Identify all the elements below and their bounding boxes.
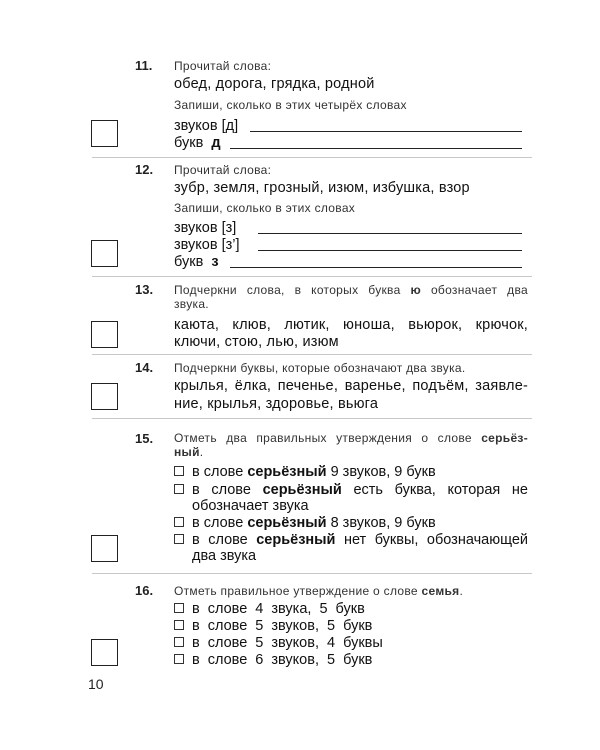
option-line-2: обозначает звука xyxy=(192,498,309,514)
task-12-answer-line-1[interactable] xyxy=(258,233,522,234)
checkbox[interactable] xyxy=(174,637,184,647)
task-11-line-2-letter: д xyxy=(211,135,221,151)
option-text: в слове 5 звуков, 4 буквы xyxy=(192,635,383,651)
task-13-score-box[interactable] xyxy=(91,321,118,348)
task-16-option-1[interactable] xyxy=(174,601,365,617)
task-16-instruction-end: . xyxy=(459,584,464,598)
task-12-answer-line-3[interactable] xyxy=(230,267,522,268)
task-12-line-1 xyxy=(174,220,236,236)
option-pre: в слове xyxy=(192,482,251,498)
task-15-number: 15. xyxy=(135,431,154,446)
option-word: серьёзный xyxy=(247,464,327,480)
option-pre: в слове xyxy=(192,532,248,548)
option-text: в слове 4 звука, 5 букв xyxy=(192,601,365,617)
task-13-instruction xyxy=(174,283,528,297)
task-15-word-end: ный xyxy=(174,445,200,459)
task-11-instruction-2: Запиши, сколько в этих четырёх словах xyxy=(174,98,407,112)
task-13-letter: ю xyxy=(410,283,422,297)
separator xyxy=(92,418,532,419)
task-16-instruction-pre: Отметь правильное утверждение о слове xyxy=(174,584,418,598)
task-14-instruction: Подчеркни буквы, которые обозначают два звука. xyxy=(174,361,466,375)
checkbox[interactable] xyxy=(174,534,184,544)
task-16-option-2[interactable] xyxy=(174,618,372,634)
option-pre: в слове xyxy=(192,464,244,480)
task-12-instruction: Прочитай слова: xyxy=(174,163,272,177)
checkbox[interactable] xyxy=(174,654,184,664)
task-15-option-4[interactable] xyxy=(174,532,528,564)
task-15-instruction xyxy=(174,431,528,445)
option-post: 9 звуков, 9 букв xyxy=(330,464,436,480)
task-11-number: 11. xyxy=(135,58,153,73)
option-post: нет буквы, обозначающей xyxy=(343,532,529,548)
task-11-line-2-label: букв xyxy=(174,135,204,151)
task-11-words: обед, дорога, грядка, родной xyxy=(174,76,375,92)
task-16-word: семья xyxy=(421,584,460,598)
task-11-line-2 xyxy=(174,135,221,151)
task-12-line-3-letter: з xyxy=(211,254,219,270)
separator xyxy=(92,354,532,355)
task-12-line-3 xyxy=(174,254,219,270)
task-16-option-3[interactable] xyxy=(174,635,383,651)
task-12-line-1-label: звуков [з] xyxy=(174,220,237,236)
task-13-words-line-2[interactable]: ключи, стою, лью, изюм xyxy=(174,334,339,350)
task-16-number: 16. xyxy=(135,583,154,598)
separator xyxy=(92,276,532,277)
task-15-option-3[interactable] xyxy=(174,515,528,531)
task-16-instruction xyxy=(174,584,463,598)
task-15-option-1[interactable] xyxy=(174,464,528,480)
option-word: серьёзный xyxy=(247,515,327,531)
task-12-number: 12. xyxy=(135,162,154,177)
task-15-instruction-end: . xyxy=(199,445,204,459)
task-13-instruction-post: обозначает два xyxy=(430,283,528,297)
task-11-line-1 xyxy=(174,118,238,134)
checkbox[interactable] xyxy=(174,466,184,476)
option-text: в слове 5 звуков, 5 букв xyxy=(192,618,373,634)
task-11-line-1-label: звуков [д] xyxy=(174,118,239,134)
separator xyxy=(92,573,532,574)
checkbox[interactable] xyxy=(174,603,184,613)
task-15-option-2[interactable] xyxy=(174,482,528,514)
task-13-instruction-pre: Подчеркни слова, в которых буква xyxy=(174,283,401,297)
option-word: серьёзный xyxy=(256,532,336,548)
task-12-line-2-label: звуков [з’] xyxy=(174,237,240,253)
task-12-line-2 xyxy=(174,237,240,253)
task-14-words-line-2[interactable]: ние, крылья, здоровье, вьюга xyxy=(174,396,379,412)
task-11-instruction: Прочитай слова: xyxy=(174,59,272,73)
task-15-instruction-pre: Отметь два правильных утверждения о слове xyxy=(174,431,472,445)
checkbox[interactable] xyxy=(174,484,184,494)
task-14-score-box[interactable] xyxy=(91,383,118,410)
task-12-score-box[interactable] xyxy=(91,240,118,267)
task-12-line-3-label: букв xyxy=(174,254,204,270)
task-16-option-4[interactable] xyxy=(174,652,372,668)
task-15-instruction-line-2 xyxy=(174,445,203,459)
page-number: 10 xyxy=(88,676,104,692)
task-12-answer-line-2[interactable] xyxy=(258,250,522,251)
task-13-instruction-line-2: звука. xyxy=(174,297,209,311)
separator xyxy=(92,157,532,158)
task-11-answer-line-2[interactable] xyxy=(230,148,522,149)
task-11-answer-line-1[interactable] xyxy=(250,131,522,132)
task-15-score-box[interactable] xyxy=(91,535,118,562)
option-pre: в слове xyxy=(192,515,244,531)
option-word: серьёзный xyxy=(262,482,342,498)
task-13-number: 13. xyxy=(135,282,154,297)
task-14-number: 14. xyxy=(135,360,154,375)
checkbox[interactable] xyxy=(174,620,184,630)
task-12-instruction-2: Запиши, сколько в этих словах xyxy=(174,201,356,215)
task-11-score-box[interactable] xyxy=(91,120,118,147)
option-post: есть буква, которая не xyxy=(353,482,528,498)
option-text: в слове 6 звуков, 5 букв xyxy=(192,652,373,668)
task-14-words-line-1[interactable]: крылья, ёлка, печенье, варенье, подъём, заявле- xyxy=(174,378,528,394)
option-post: 8 звуков, 9 букв xyxy=(330,515,436,531)
option-line-2: два звука xyxy=(192,548,257,564)
option-line-1 xyxy=(174,532,528,548)
checkbox[interactable] xyxy=(174,517,184,527)
option-line-1 xyxy=(174,482,528,498)
task-15-word: серьёз- xyxy=(481,431,528,445)
task-16-score-box[interactable] xyxy=(91,639,118,666)
task-12-words: зубр, земля, грозный, изюм, избушка, взор xyxy=(174,180,470,196)
task-13-words-line-1[interactable]: каюта, клюв, лютик, юноша, вьюрок, крючок, xyxy=(174,317,528,333)
